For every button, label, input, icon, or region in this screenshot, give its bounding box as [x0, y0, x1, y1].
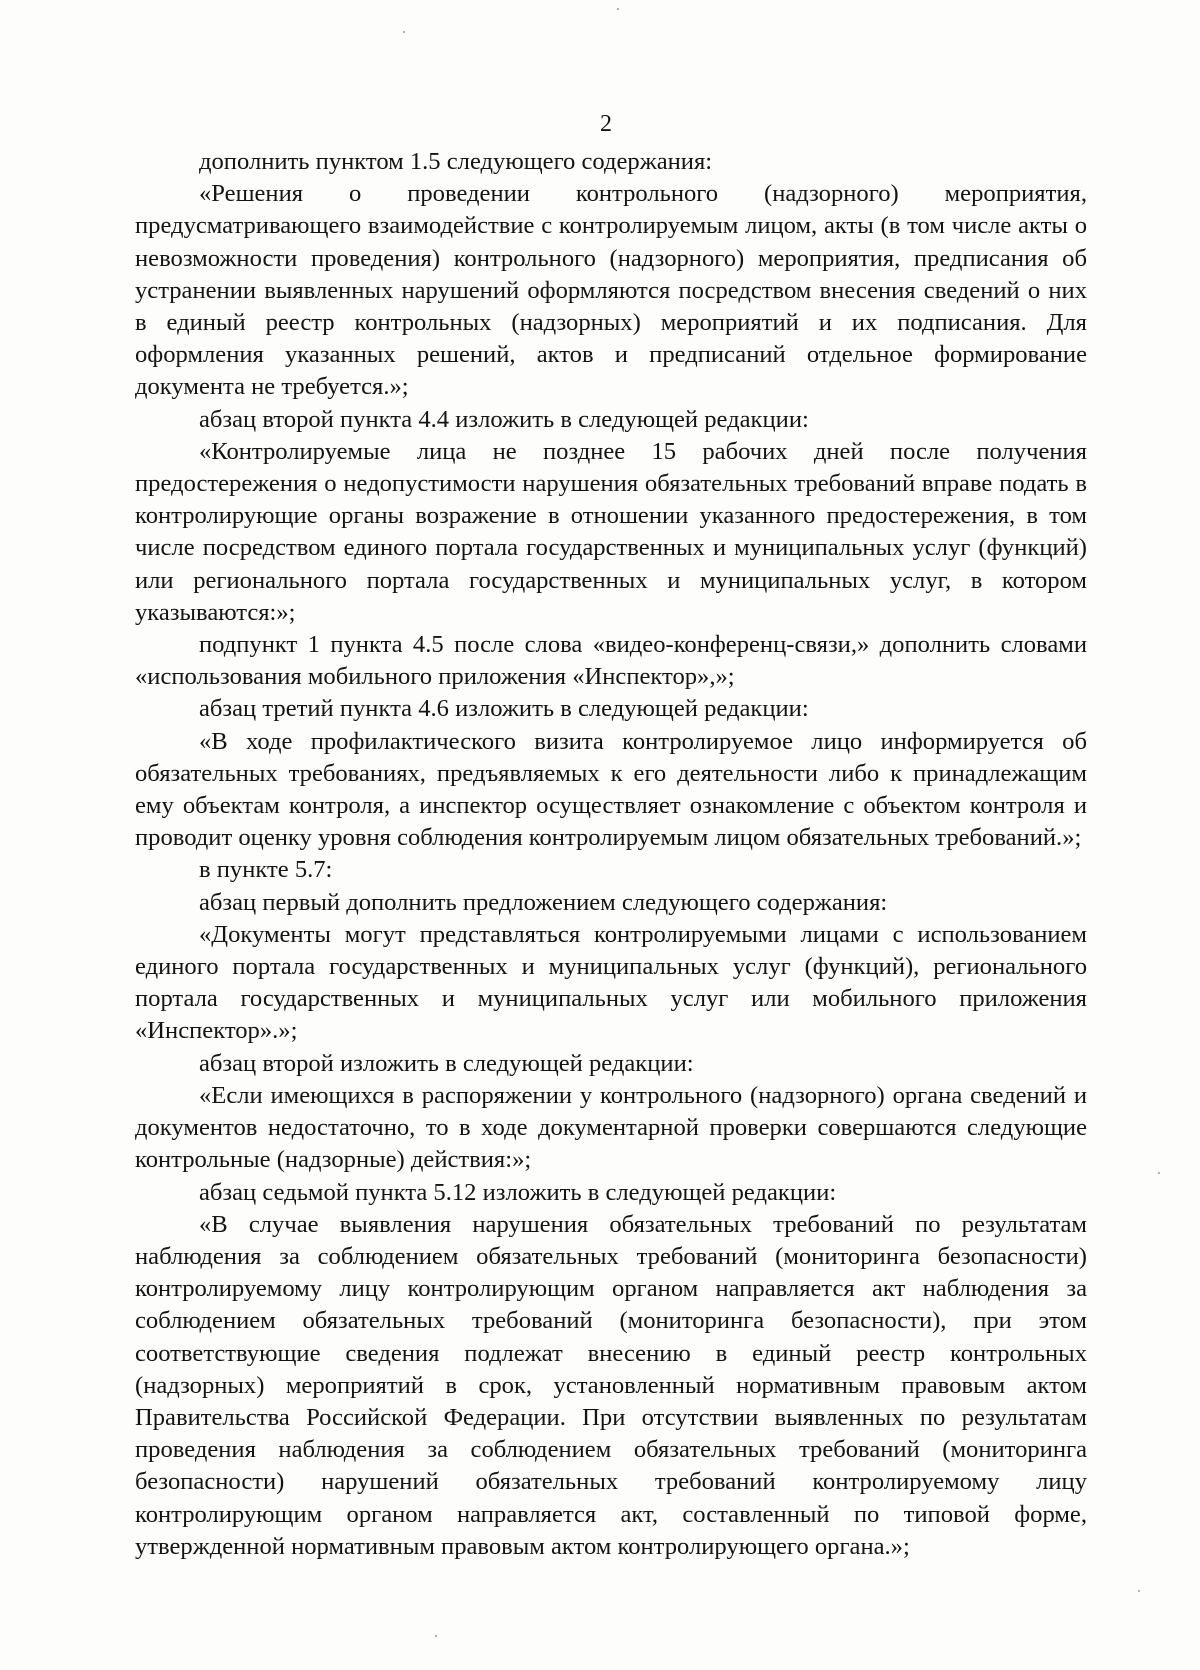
paragraph-quote-5-12: «В случае выявления нарушения обязательных требований по результатам наблюдения за соблюдением обязательных требований (мониторинга безопасности) контролируемому лицу контролирующим органом направляется акт наблюдения за соблюдением обязательных требований (мониторинга безопасности), при этом соответствующие сведения подлежат внесению в единый реестр контрольных (надзорных) мероприятий в срок, установленный нормативным правовым актом Правительства Российской Федерации. При отсутствии выявленных по результатам проведения наблюдения за соблюдением обязательных требований (мониторинга безопасности) нарушений обязательных требований контролируемому лицу контролирующим органом направляется акт, составленный по типовой форме, утвержденной нормативным правовым актом контролирующего органа.»; — [135, 1210, 1087, 1560]
paragraph-quote-5-7-first: «Документы могут представляться контролируемыми лицами с использованием единого портала государственных и муниципальных услуг (функций), регионального портала государственных и муниципальных услуг или мобильного приложения «Инспектор».»; — [135, 920, 1087, 1045]
paragraph-quote-4-4: «Контролируемые лица не позднее 15 рабочих дней после получения предостережения о недопустимости нарушения обязательных требований вправе подать в контролирующие органы возражение в отношении указанного предостережения, в том числе посредством единого портала государственных и муниципальных услуг (функций) или регионального портала государственных и муниципальных услуг, в котором указываются:»; — [135, 437, 1087, 626]
paragraph-intro-5-7-first: абзац первый дополнить предложением следующего содержания: — [199, 888, 888, 916]
paragraph-quote-4-6: «В ходе профилактического визита контролируемое лицо информируется об обязательных требованиях, предъявляемых к его деятельности либо к принадлежащим ему объектам контроля, а инспектор осуществляет ознакомление с объектом контроля и проводит оценку уровня соблюдения контролируемым лицом обязательных требований.»; — [135, 727, 1087, 852]
paragraph-quote-5-7-second: «Если имеющихся в распоряжении у контрольного (надзорного) органа сведений и документов недостаточно, то в ходе документарной проверки совершаются следующие контрольные (надзорные) действия:»; — [135, 1081, 1087, 1174]
paragraph-intro-4-6: абзац третий пункта 4.6 изложить в следующей редакции: — [199, 695, 809, 723]
scan-speck — [435, 1635, 437, 1637]
paragraph-amend-4-5: подпункт 1 пункта 4.5 после слова «видео-конференц-связи,» дополнить словами «использования мобильного приложения «Инспектор»,»; — [135, 631, 1087, 691]
paragraph-intro-4-4: абзац второй пункта 4.4 изложить в следующей редакции: — [199, 405, 809, 433]
scan-speck — [617, 8, 619, 10]
scan-speck — [1158, 1172, 1160, 1174]
paragraph-intro-5-7: в пункте 5.7: — [199, 856, 333, 884]
paragraph-quote-1-5: «Решения о проведении контрольного (надзорного) мероприятия, предусматривающего взаимодействие с контролируемым лицом, акты (в том числе акты о невозможности проведения) контрольного (надзорного) мероприятия, предписания об устранении выявленных нарушений оформляются посредством внесения сведений о них в единый реестр контрольных (надзорных) мероприятий и их подписания. Для оформления указанных решений, актов и предписаний отдельное формирование документа не требуется.»; — [135, 180, 1087, 401]
paragraph-intro-5-12: абзац седьмой пункта 5.12 изложить в следующей редакции: — [199, 1178, 837, 1206]
paragraph-intro-5-7-second: абзац второй изложить в следующей редакции: — [199, 1049, 694, 1077]
scan-speck — [403, 31, 405, 33]
scan-speck — [1138, 1590, 1140, 1592]
document-body — [135, 146, 1087, 1563]
paragraph-intro-1-5: дополнить пунктом 1.5 следующего содержания: — [199, 148, 713, 175]
page-number: 2 — [600, 111, 612, 137]
